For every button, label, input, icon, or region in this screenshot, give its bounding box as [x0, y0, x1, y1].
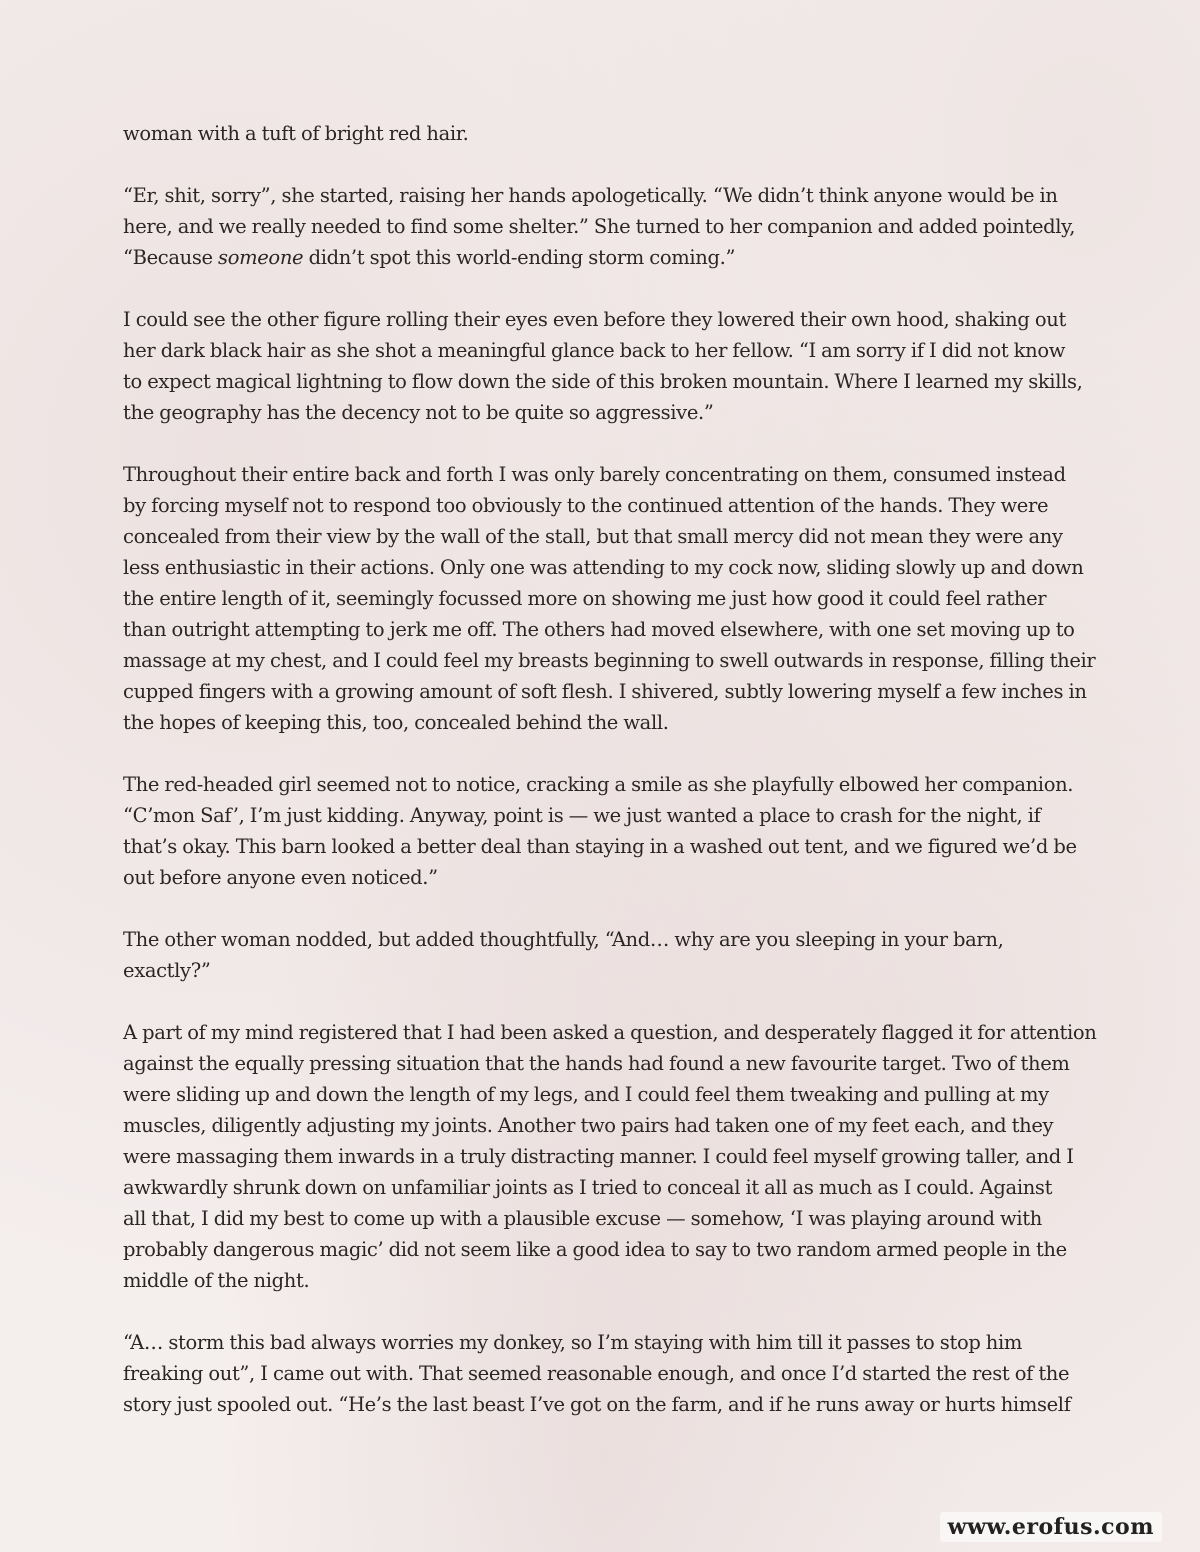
paragraph-6: [123, 924, 1083, 986]
paragraph-2: [123, 180, 1083, 273]
text-line: I could see the other figure rolling their eyes even before they lowered their own hood, shaking out: [123, 308, 1066, 331]
watermark-text: www.erofus.com: [947, 1514, 1154, 1540]
text-line: awkwardly shrunk down on unfamiliar joints as I tried to conceal it all as much as I could. Against: [123, 1176, 1053, 1199]
text-line: out before anyone even noticed.”: [123, 866, 438, 889]
text-line: the hopes of keeping this, too, concealed behind the wall.: [123, 711, 669, 734]
text-line: The other woman nodded, but added thoughtfully, “And… why are you sleeping in your barn,: [123, 928, 1004, 951]
text-line: to expect magical lightning to flow down the side of this broken mountain. Where I learned my skills,: [123, 370, 1083, 393]
text-line: massage at my chest, and I could feel my breasts beginning to swell outwards in response, filling their: [123, 649, 1096, 672]
text-line: here, and we really needed to find some shelter.” She turned to her companion and added pointedly,: [123, 215, 1076, 238]
paragraph-4: [123, 459, 1096, 738]
watermark: [940, 1512, 1162, 1542]
text-line: middle of the night.: [123, 1269, 310, 1292]
text-line: freaking out”, I came out with. That seemed reasonable enough, and once I’d started the rest of the: [123, 1362, 1070, 1385]
paragraph-8: [123, 1327, 1083, 1420]
text-line: A part of my mind registered that I had been asked a question, and desperately flagged it for attention: [123, 1021, 1097, 1044]
page-body: [123, 118, 1097, 1451]
text-line: than outright attempting to jerk me off. The others had moved elsewhere, with one set moving up to: [123, 618, 1075, 641]
text-line: by forcing myself not to respond too obviously to the continued attention of the hands. They were: [123, 494, 1049, 517]
paragraph-7: [123, 1017, 1097, 1296]
text-line: cupped fingers with a growing amount of soft flesh. I shivered, subtly lowering myself a few inches in: [123, 680, 1087, 703]
text-line: her dark black hair as she shot a meaningful glance back to her fellow. “I am sorry if I did not know: [123, 339, 1066, 362]
paragraph-5: [123, 769, 1083, 893]
text-line: muscles, diligently adjusting my joints. Another two pairs had taken one of my feet each, and they: [123, 1114, 1054, 1137]
text-line: The red-headed girl seemed not to notice, cracking a smile as she playfully elbowed her companion.: [123, 773, 1074, 796]
text-line: against the equally pressing situation that the hands had found a new favourite target. Two of them: [123, 1052, 1070, 1075]
text-line: were massaging them inwards in a truly distracting manner. I could feel myself growing taller, and I: [123, 1145, 1074, 1168]
emphasis: someone: [218, 246, 304, 269]
text-line: Throughout their entire back and forth I was only barely concentrating on them, consumed instead: [123, 463, 1066, 486]
text-line: probably dangerous magic’ did not seem like a good idea to say to two random armed people in the: [123, 1238, 1067, 1261]
text-line: that’s okay. This barn looked a better deal than staying in a washed out tent, and we figured we’d be: [123, 835, 1077, 858]
text-line: less enthusiastic in their actions. Only one was attending to my cock now, sliding slowly up and down: [123, 556, 1084, 579]
text-line: story just spooled out. “He’s the last beast I’ve got on the farm, and if he runs away or hurts himself: [123, 1393, 1071, 1416]
text-line: “Er, shit, sorry”, she started, raising her hands apologetically. “We didn’t think anyone would be in: [123, 184, 1058, 207]
text-line: the geography has the decency not to be quite so aggressive.”: [123, 401, 714, 424]
text-line: were sliding up and down the length of my legs, and I could feel them tweaking and pulling at my: [123, 1083, 1049, 1106]
paragraph-1: [123, 118, 1083, 149]
text-line: concealed from their view by the wall of the stall, but that small mercy did not mean they were any: [123, 525, 1063, 548]
text-line: the entire length of it, seemingly focussed more on showing me just how good it could feel rather: [123, 587, 1047, 610]
text-line: all that, I did my best to come up with a plausible excuse — somehow, ‘I was playing around with: [123, 1207, 1042, 1230]
text-line: “A… storm this bad always worries my donkey, so I’m staying with him till it passes to stop him: [123, 1331, 1023, 1354]
text-line: exactly?”: [123, 959, 211, 982]
text-line: woman with a tuft of bright red hair.: [123, 122, 469, 145]
text-line: “C’mon Saf’, I’m just kidding. Anyway, point is — we just wanted a place to crash for the night, if: [123, 804, 1041, 827]
paragraph-3: [123, 304, 1083, 428]
text-line: “Because someone didn’t spot this world-ending storm coming.”: [123, 246, 736, 269]
